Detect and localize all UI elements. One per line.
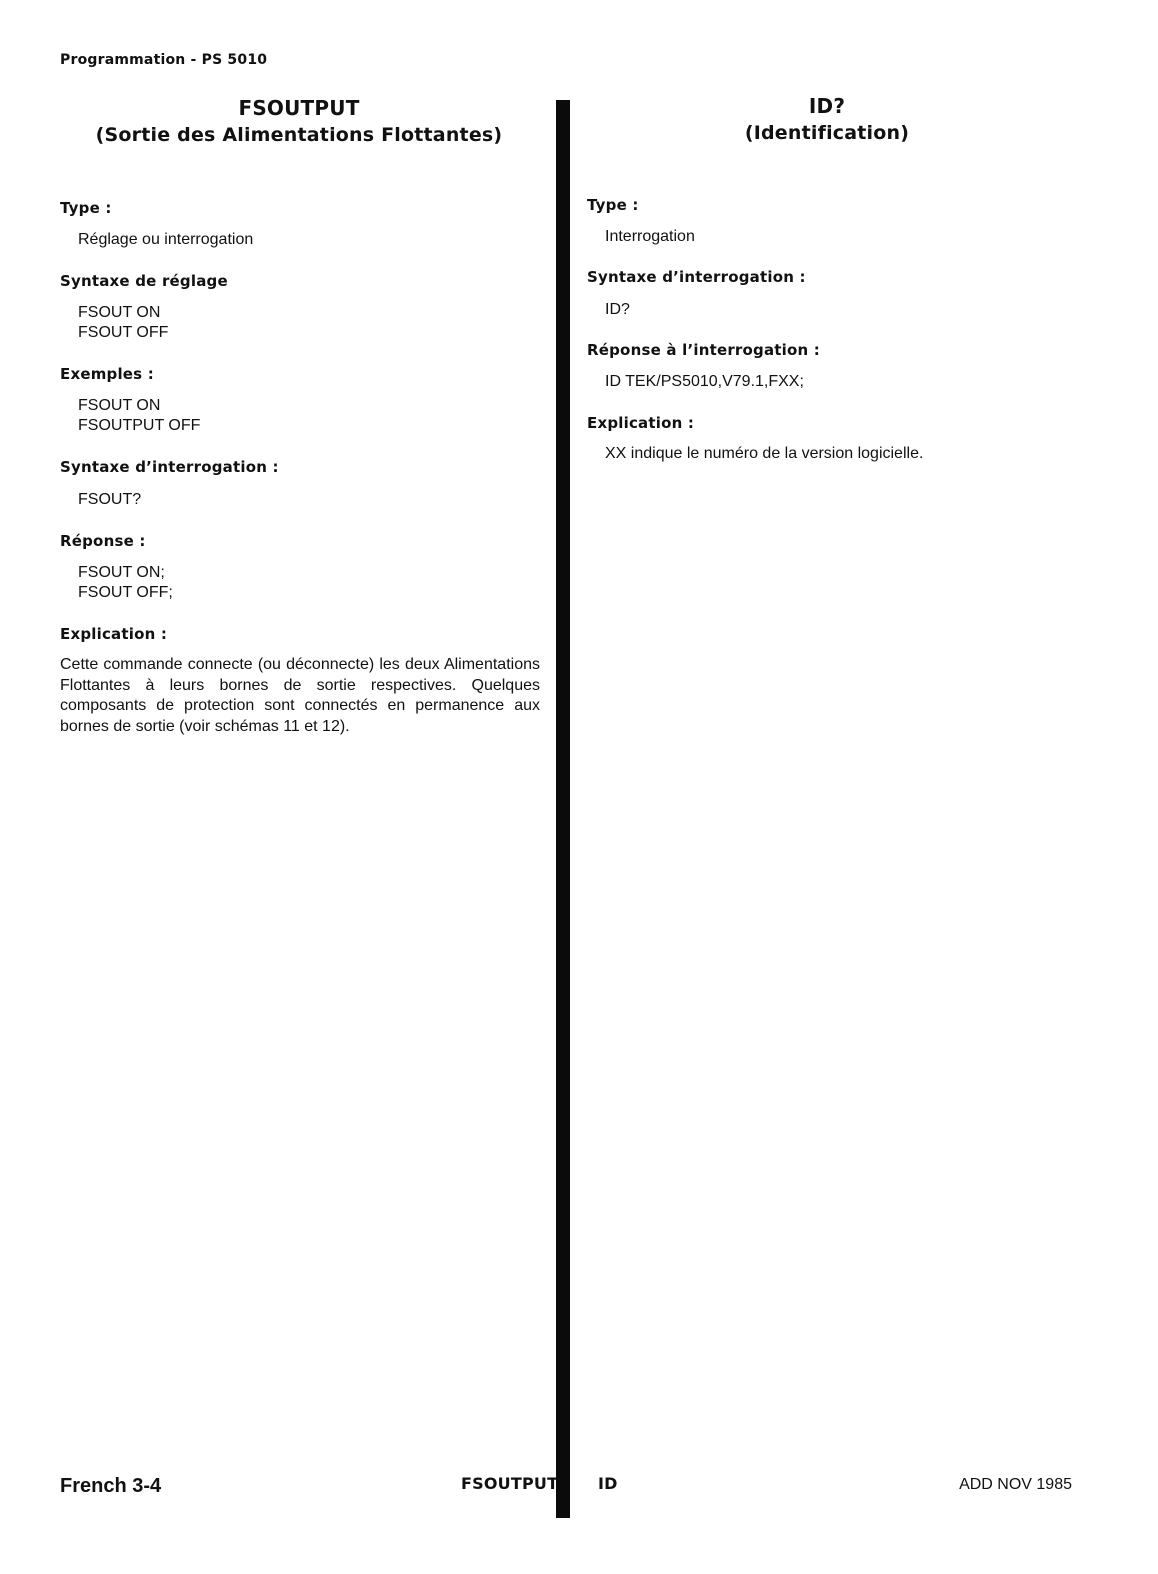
left-response-line: FSOUT OFF; bbox=[78, 584, 173, 601]
right-title: ID? bbox=[808, 94, 846, 118]
right-response-value: ID TEK/PS5010,V79.1,FXX; bbox=[605, 373, 804, 390]
left-example-line: FSOUTPUT OFF bbox=[78, 417, 201, 434]
left-title: FSOUTPUT bbox=[238, 96, 360, 120]
running-head: Programmation - PS 5010 bbox=[60, 52, 268, 68]
right-type-label: Type : bbox=[587, 196, 639, 214]
left-query-syntax-value: FSOUT? bbox=[78, 491, 142, 508]
left-type-label: Type : bbox=[60, 199, 112, 217]
left-set-syntax-label: Syntaxe de réglage bbox=[60, 272, 228, 290]
left-response-label: Réponse : bbox=[60, 532, 146, 550]
right-subtitle: (Identification) bbox=[744, 122, 910, 144]
right-title-block bbox=[588, 92, 1066, 146]
column-divider bbox=[556, 100, 570, 1518]
right-explanation-label: Explication : bbox=[587, 414, 695, 432]
right-explanation-text: XX indique le numéro de la version logicielle. bbox=[605, 445, 924, 462]
left-explanation-label: Explication : bbox=[60, 625, 168, 643]
left-example-line: FSOUT ON bbox=[78, 397, 161, 414]
left-examples-label: Exemples : bbox=[60, 365, 154, 383]
footer-page-number: French 3-4 bbox=[60, 1475, 162, 1497]
right-query-syntax-value: ID? bbox=[605, 301, 630, 318]
footer-date: ADD NOV 1985 bbox=[959, 1476, 1072, 1493]
left-set-syntax-line: FSOUT OFF bbox=[78, 324, 169, 341]
right-type-value: Interrogation bbox=[605, 228, 695, 245]
left-title-block bbox=[58, 94, 540, 148]
left-explanation-text: Cette commande connecte (ou déconnecte) les deux Alimentations Flottantes à leurs bornes de sortie respectives. Quelques composants de protection sont connectés en permanence aux bornes de sortie (voir schémas 11 et 12). bbox=[60, 656, 540, 735]
right-response-label: Réponse à l’interrogation : bbox=[587, 341, 820, 359]
left-subtitle: (Sortie des Alimentations Flottantes) bbox=[95, 124, 503, 146]
left-response-line: FSOUT ON; bbox=[78, 564, 165, 581]
footer-right-command: ID bbox=[598, 1474, 618, 1493]
right-query-syntax-label: Syntaxe d’interrogation : bbox=[587, 268, 806, 286]
left-query-syntax-label: Syntaxe d’interrogation : bbox=[60, 458, 279, 476]
left-set-syntax-line: FSOUT ON bbox=[78, 304, 161, 321]
footer-left-command: FSOUTPUT bbox=[461, 1474, 559, 1493]
left-type-value: Réglage ou interrogation bbox=[78, 231, 254, 248]
